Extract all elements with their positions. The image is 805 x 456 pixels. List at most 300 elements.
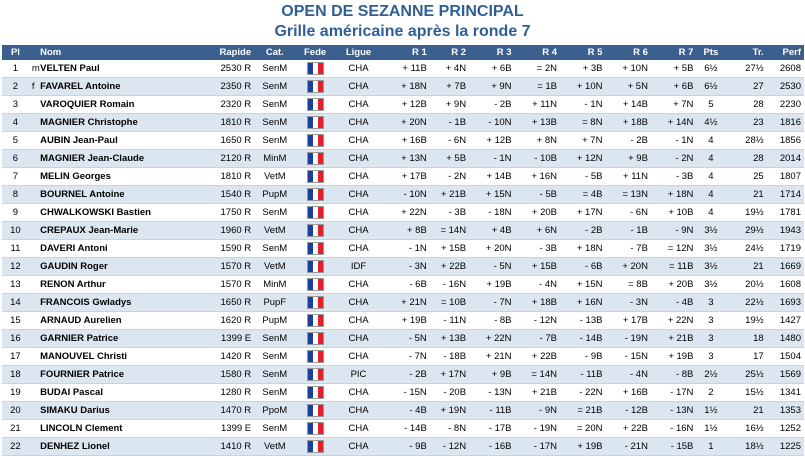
cell-fede [295,150,334,168]
cell-tr: 27½ [725,60,766,78]
cell-r4: - 12N [515,312,560,330]
cell-cat: MinM [254,150,295,168]
cell-r3: + 4B [469,222,514,240]
cell-r5: - 11B [560,366,605,384]
cell-r6: + 9B [605,150,650,168]
cell-rapide: 1580 R [192,366,254,384]
cell-pts: 1½ [696,420,725,438]
cell-r1: - 9B [382,438,430,456]
cell-pl: 19 [2,384,29,402]
cell-tr: 21 [725,258,766,276]
cell-tr: 27 [725,78,766,96]
cell-r3: + 9N [469,78,514,96]
cell-tr: 28 [725,150,766,168]
cell-ligue: CHA [335,60,383,78]
cell-r5: - 9B [560,348,605,366]
cell-r7: + 19B [651,348,696,366]
cell-fede [295,240,334,258]
cell-title [29,402,37,420]
cell-r3: + 22N [469,330,514,348]
cell-title [29,150,37,168]
france-flag-icon [307,188,324,201]
france-flag-icon [307,404,324,417]
cell-perf: 1669 [767,258,804,276]
cell-tr: 19½ [725,312,766,330]
cell-tr: 16½ [725,420,766,438]
cell-perf: 1569 [767,366,804,384]
cell-pl: 9 [2,204,29,222]
cell-pts: 3 [696,348,725,366]
cell-fede [295,96,334,114]
cell-r4: + 6N [515,222,560,240]
cell-title [29,168,37,186]
cell-title [29,348,37,366]
cell-r2: + 7B [430,78,469,96]
cell-rapide: 1410 R [192,438,254,456]
cell-r1: + 20N [382,114,430,132]
cell-r6: + 17B [605,312,650,330]
cell-pts: 3 [696,312,725,330]
table-row [2,132,804,150]
cell-pl: 22 [2,438,29,456]
cell-r4: + 18B [515,294,560,312]
cell-r6: - 7B [605,240,650,258]
cell-perf: 2530 [767,78,804,96]
cell-perf: 2608 [767,60,804,78]
cell-nom: BUDAI Pascal [37,384,192,402]
cell-r7: + 21B [651,330,696,348]
col-r4: R 4 [515,45,560,60]
cell-pts: 6½ [696,78,725,96]
cell-r5: + 16N [560,294,605,312]
cell-fede [295,204,334,222]
cell-perf: 1943 [767,222,804,240]
cell-r3: + 9B [469,366,514,384]
col-r7: R 7 [651,45,696,60]
cell-nom: SIMAKU Darius [37,402,192,420]
cell-title [29,330,37,348]
cell-cat: SenM [254,420,295,438]
cell-perf: 1480 [767,330,804,348]
cell-title [29,258,37,276]
table-row [2,114,804,132]
cell-fede [295,222,334,240]
cell-r3: + 14B [469,168,514,186]
cell-r6: - 15N [605,348,650,366]
cell-perf: 1252 [767,420,804,438]
cell-r1: + 8B [382,222,430,240]
cell-perf: 1341 [767,384,804,402]
col-r5: R 5 [560,45,605,60]
cell-pl: 20 [2,402,29,420]
cell-r5: = 4B [560,186,605,204]
cell-nom: GARNIER Patrice [37,330,192,348]
cell-fede [295,132,334,150]
cell-nom: LINCOLN Clement [37,420,192,438]
col-rapide: Rapide [192,45,254,60]
cell-pl: 21 [2,420,29,438]
col-title [29,45,37,60]
cell-r2: - 3B [430,204,469,222]
cell-perf: 1816 [767,114,804,132]
cell-perf: 1856 [767,132,804,150]
cell-r2: - 16N [430,276,469,294]
cell-r3: - 8B [469,312,514,330]
cell-r5: - 1N [560,96,605,114]
cell-ligue: CHA [335,402,383,420]
col-r1: R 1 [382,45,430,60]
cell-cat: SenM [254,240,295,258]
table-row [2,240,804,258]
table-row [2,78,804,96]
cell-rapide: 1960 R [192,222,254,240]
cell-r1: - 4B [382,402,430,420]
cell-r5: + 15N [560,276,605,294]
cell-cat: SenM [254,96,295,114]
cell-rapide: 1650 R [192,132,254,150]
tournament-title: OPEN DE SEZANNE PRINCIPAL [281,3,524,20]
cell-cat: SenM [254,204,295,222]
cell-r7: + 14N [651,114,696,132]
cell-title: m [29,60,37,78]
cell-nom: MAGNIER Jean-Claude [37,150,192,168]
cell-pl: 8 [2,186,29,204]
cell-r1: - 15N [382,384,430,402]
cell-r4: + 20B [515,204,560,222]
table-row [2,384,804,402]
cell-title [29,186,37,204]
col-pts: Pts [696,45,725,60]
cell-nom: MAGNIER Christophe [37,114,192,132]
cell-title [29,204,37,222]
cell-r5: + 12N [560,150,605,168]
cell-perf: 2230 [767,96,804,114]
cell-ligue: CHA [335,420,383,438]
cell-perf: 1714 [767,186,804,204]
cell-r3: - 13N [469,384,514,402]
table-header [2,45,804,60]
france-flag-icon [307,296,324,309]
cell-title [29,384,37,402]
cell-rapide: 2350 R [192,78,254,96]
cell-r7: - 1N [651,132,696,150]
cell-perf: 1608 [767,276,804,294]
col-ligue: Ligue [335,45,383,60]
col-tr: Tr. [725,45,766,60]
cell-fede [295,60,334,78]
cell-title [29,222,37,240]
cell-r7: = 11B [651,258,696,276]
cell-pl: 10 [2,222,29,240]
cell-r5: - 6B [560,258,605,276]
cell-rapide: 2320 R [192,96,254,114]
france-flag-icon [307,278,324,291]
cell-r3: + 21N [469,348,514,366]
cell-r7: + 7N [651,96,696,114]
table-row [2,60,804,78]
cell-r6: - 19N [605,330,650,348]
cell-r6: - 1B [605,222,650,240]
cell-tr: 21 [725,402,766,420]
col-fede: Fede [295,45,334,60]
cell-r4: - 17N [515,438,560,456]
cell-cat: VetM [254,168,295,186]
table-row [2,222,804,240]
cell-r3: - 17B [469,420,514,438]
cell-pts: 4½ [696,114,725,132]
cell-tr: 18 [725,330,766,348]
table-row [2,204,804,222]
cell-r2: - 6N [430,132,469,150]
cell-fede [295,168,334,186]
cell-title [29,366,37,384]
cell-r1: - 14B [382,420,430,438]
table-row [2,294,804,312]
cell-r2: + 15B [430,240,469,258]
cell-fede [295,366,334,384]
cell-r1: + 21N [382,294,430,312]
cell-r6: - 6N [605,204,650,222]
cell-pts: 4 [696,168,725,186]
cell-r2: + 17N [430,366,469,384]
cell-rapide: 2120 R [192,150,254,168]
cell-r1: - 7N [382,348,430,366]
france-flag-icon [307,422,324,435]
col-cat: Cat. [254,45,295,60]
cell-pl: 13 [2,276,29,294]
cell-r6: + 11N [605,168,650,186]
france-flag-icon [307,62,324,75]
standings-table [2,45,804,456]
table-row [2,168,804,186]
cell-r5: + 10N [560,78,605,96]
france-flag-icon [307,98,324,111]
cell-title [29,312,37,330]
cell-title [29,96,37,114]
cell-nom: ARNAUD Aurelien [37,312,192,330]
cell-r1: + 19B [382,312,430,330]
cell-r7: + 20B [651,276,696,294]
cell-ligue: CHA [335,294,383,312]
cell-ligue: CHA [335,186,383,204]
table-row [2,186,804,204]
cell-r2: - 18B [430,348,469,366]
cell-r2: - 12N [430,438,469,456]
cell-fede [295,276,334,294]
cell-nom: VELTEN Paul [37,60,192,78]
cell-r3: - 10N [469,114,514,132]
cell-r1: + 17B [382,168,430,186]
cell-pts: 4 [696,204,725,222]
cell-r7: - 9N [651,222,696,240]
cell-tr: 28½ [725,132,766,150]
cell-cat: MinM [254,276,295,294]
cell-cat: VetM [254,258,295,276]
france-flag-icon [307,80,324,93]
cell-r6: + 20N [605,258,650,276]
cell-fede [295,312,334,330]
cell-cat: SenM [254,60,295,78]
cell-cat: PupF [254,294,295,312]
cell-r7: - 17N [651,384,696,402]
cell-ligue: CHA [335,330,383,348]
cell-r5: + 17N [560,204,605,222]
cell-r3: + 20N [469,240,514,258]
cell-pl: 11 [2,240,29,258]
cell-r7: + 18N [651,186,696,204]
cell-tr: 21 [725,186,766,204]
france-flag-icon [307,170,324,183]
france-flag-icon [307,386,324,399]
cell-rapide: 1540 R [192,186,254,204]
cell-r2: + 22B [430,258,469,276]
cell-r3: + 12B [469,132,514,150]
france-flag-icon [307,224,324,237]
france-flag-icon [307,206,324,219]
cell-ligue: CHA [335,168,383,186]
cell-r7: - 15B [651,438,696,456]
cell-ligue: PIC [335,366,383,384]
cell-r6: + 22B [605,420,650,438]
cell-rapide: 1470 R [192,402,254,420]
cell-r2: + 13B [430,330,469,348]
cell-r1: - 2B [382,366,430,384]
cell-pts: 3½ [696,240,725,258]
cell-r6: + 18B [605,114,650,132]
cell-r2: + 19N [430,402,469,420]
cell-r3: - 16B [469,438,514,456]
cell-pl: 18 [2,366,29,384]
cell-ligue: CHA [335,222,383,240]
cell-r4: = 2N [515,60,560,78]
cell-ligue: CHA [335,438,383,456]
cell-nom: MELIN Georges [37,168,192,186]
cell-pts: 3 [696,330,725,348]
cell-fede [295,330,334,348]
cell-tr: 24½ [725,240,766,258]
cell-pl: 4 [2,114,29,132]
cell-pts: 3½ [696,222,725,240]
cell-title [29,276,37,294]
cell-pts: 4 [696,132,725,150]
cell-pts: 3½ [696,276,725,294]
cell-r4: - 9N [515,402,560,420]
cell-ligue: CHA [335,348,383,366]
cell-pl: 1 [2,60,29,78]
cell-nom: GAUDIN Roger [37,258,192,276]
cell-tr: 28 [725,96,766,114]
cell-r4: - 10B [515,150,560,168]
cell-r1: - 5N [382,330,430,348]
cell-fede [295,438,334,456]
cell-r5: = 20N [560,420,605,438]
cell-r6: - 3N [605,294,650,312]
cell-cat: SenM [254,114,295,132]
cell-tr: 19½ [725,204,766,222]
cell-r2: - 11N [430,312,469,330]
cell-pl: 17 [2,348,29,366]
cell-fede [295,384,334,402]
cell-rapide: 1650 R [192,294,254,312]
cell-fede [295,258,334,276]
cell-r7: + 22N [651,312,696,330]
cell-nom: RENON Arthur [37,276,192,294]
cell-r5: + 18N [560,240,605,258]
cell-cat: PupM [254,312,295,330]
france-flag-icon [307,440,324,453]
cell-fede [295,186,334,204]
france-flag-icon [307,368,324,381]
cell-rapide: 1570 R [192,276,254,294]
cell-r6: + 5N [605,78,650,96]
cell-nom: AUBIN Jean-Paul [37,132,192,150]
cell-r5: - 2B [560,222,605,240]
cell-title [29,240,37,258]
cell-perf: 1781 [767,204,804,222]
cell-r1: + 12B [382,96,430,114]
cell-r4: + 16N [515,168,560,186]
cell-pts: 4 [696,150,725,168]
france-flag-icon [307,152,324,165]
cell-cat: SenM [254,348,295,366]
cell-r7: - 4B [651,294,696,312]
cell-pts: 2 [696,384,725,402]
cell-r5: - 22N [560,384,605,402]
cell-nom: CHWALKOWSKI Bastien [37,204,192,222]
cell-r2: + 5B [430,150,469,168]
table-row [2,258,804,276]
france-flag-icon [307,242,324,255]
cell-nom: MANOUVEL Christi [37,348,192,366]
cell-r5: - 14B [560,330,605,348]
table-row [2,402,804,420]
cell-pl: 7 [2,168,29,186]
cell-cat: SenM [254,132,295,150]
cell-r7: - 2N [651,150,696,168]
cell-rapide: 1420 R [192,348,254,366]
cell-r5: = 8N [560,114,605,132]
cell-tr: 17 [725,348,766,366]
cell-pts: 4 [696,186,725,204]
cell-r1: - 3N [382,258,430,276]
cell-r2: - 2N [430,168,469,186]
cell-cat: PupM [254,186,295,204]
cell-tr: 29½ [725,222,766,240]
cell-pl: 5 [2,132,29,150]
cell-r7: - 3B [651,168,696,186]
cell-r6: + 16B [605,384,650,402]
cell-r6: - 21N [605,438,650,456]
cell-nom: FAVAREL Antoine [37,78,192,96]
cell-tr: 25½ [725,366,766,384]
cell-r1: + 16B [382,132,430,150]
cell-pl: 14 [2,294,29,312]
cell-r4: = 1B [515,78,560,96]
cell-r1: - 6B [382,276,430,294]
cell-ligue: CHA [335,96,383,114]
cell-fede [295,114,334,132]
cell-r5: + 7N [560,132,605,150]
col-r3: R 3 [469,45,514,60]
cell-r6: - 4N [605,366,650,384]
france-flag-icon [307,350,324,363]
cell-rapide: 1590 R [192,240,254,258]
cell-r7: - 13N [651,402,696,420]
cell-tr: 15½ [725,384,766,402]
cell-r1: + 13N [382,150,430,168]
cell-tr: 25 [725,168,766,186]
cell-perf: 1504 [767,348,804,366]
